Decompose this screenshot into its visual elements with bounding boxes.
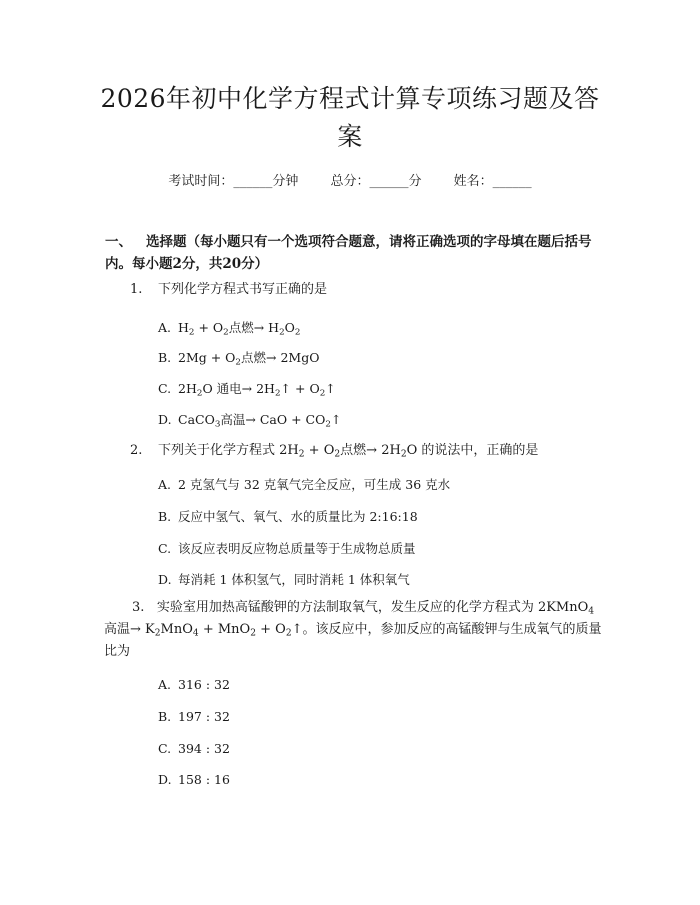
question-1-option-c [158, 379, 336, 397]
option-text: $2H_2O$ 通电→ $2H_2↑$ + $O_2↑$ [178, 381, 336, 399]
question-1 [130, 280, 327, 300]
option-letter: D. [158, 412, 172, 427]
option-letter: A. [158, 320, 172, 335]
question-stem: 下列化学方程式书写正确的是 [158, 282, 328, 297]
question-2-option-a [158, 475, 450, 493]
option-text: 197 : 32 [178, 709, 230, 724]
option-letter: C. [158, 381, 172, 396]
question-3-option-c [158, 741, 230, 756]
option-text: 每消耗 1 体积氢气，同时消耗 1 体积氧气 [178, 572, 410, 587]
option-letter: A. [158, 677, 172, 692]
option-letter: D. [158, 572, 172, 587]
document-title: 2026年初中化学方程式计算专项练习题及答案 [100, 84, 600, 151]
question-3 [104, 597, 604, 663]
exam-meta [0, 170, 700, 189]
option-text: 反应中氢气、氧气、水的质量比为 2:16:18 [178, 509, 418, 524]
option-text: 158 : 16 [178, 772, 230, 787]
exam-time: 考试时间：______分钟 [168, 174, 299, 189]
option-text: $H_2 + O_2$点燃→ $H_2O_2$ [178, 320, 301, 338]
option-letter: A. [158, 477, 172, 492]
question-2-option-b [158, 507, 418, 525]
option-text: CaCO$_3$高温→ CaO + $CO_2↑$ [178, 412, 342, 430]
option-text: $2Mg + O_2$点燃→ 2MgO [178, 350, 320, 368]
option-letter: B. [158, 709, 172, 724]
question-3-option-d [158, 772, 230, 787]
question-3-option-a [158, 677, 230, 692]
student-name: 姓名：______ [453, 174, 532, 189]
option-letter: C. [158, 741, 172, 756]
option-text: 394 : 32 [178, 741, 230, 756]
question-2-option-c [158, 539, 416, 557]
option-letter: B. [158, 350, 172, 365]
question-3-option-b [158, 709, 230, 724]
total-score: 总分：______分 [330, 174, 422, 189]
section-instructions: 选择题（每小题只有一个选项符合题意，请将正确选项的字母填在题后括号内。每小题2分，共20分） [105, 234, 592, 272]
question-1-option-d [158, 410, 341, 428]
option-letter: B. [158, 509, 172, 524]
question-stem: 下列关于化学方程式 $2H_2 + O_2$点燃→ $2H_2O$ 的说法中，正确的是 [158, 443, 539, 460]
question-2-option-d [158, 570, 410, 588]
question-1-option-a [158, 318, 301, 336]
question-1-option-b [158, 348, 319, 366]
question-stem: 实验室用加热高锰酸钾的方法制取氧气，发生反应的化学方程式为 2KMnO$_4$高温→ $K_2MnO_4 + MnO_2$ + $O_2↑$。该反应中，参加反应的高锰酸钾与生成氧气的质量比为 [104, 600, 602, 659]
question-number: 3. [132, 600, 145, 615]
option-letter: D. [158, 772, 172, 787]
option-letter: C. [158, 541, 172, 556]
option-text: 该反应表明反应物总质量等于生成物总质量 [178, 541, 416, 556]
question-number: 2. [130, 443, 143, 458]
section-number: 一、 [105, 234, 132, 250]
option-text: 316 : 32 [178, 677, 230, 692]
section-heading [105, 231, 600, 275]
question-number: 1. [130, 282, 143, 297]
option-text: 2 克氢气与 32 克氧气完全反应，可生成 36 克水 [178, 477, 451, 492]
question-2 [130, 441, 538, 461]
